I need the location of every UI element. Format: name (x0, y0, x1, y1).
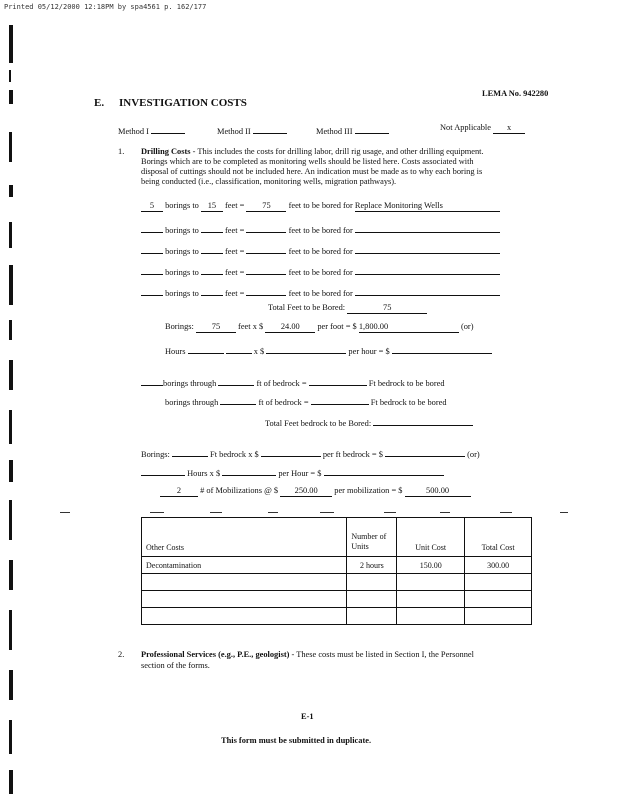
table-cell (347, 608, 397, 625)
boring-row-5: borings to feet = feet to be bored for (141, 285, 500, 298)
footer-note: This form must be submitted in duplicate. (221, 736, 372, 745)
table-cell (465, 574, 532, 591)
table-cell: 300.00 (465, 557, 532, 574)
table-cell: Decontamination (142, 557, 347, 574)
table-header: Total Cost (465, 518, 532, 557)
item1-line3: disposal of cuttings should not be included here. An indication must be made as to why each boring is (141, 167, 483, 176)
section-title: INVESTIGATION COSTS (119, 97, 247, 109)
table-cell (347, 591, 397, 608)
item2-number: 2. (118, 650, 125, 659)
table-header-row (142, 518, 532, 557)
table-cell (465, 591, 532, 608)
table-cell (397, 591, 465, 608)
table-row (142, 557, 532, 574)
item1-line2: Borings which are to be completed as monitoring wells should be listed here. Costs associated with (141, 157, 474, 166)
item1-number: 1. (118, 147, 125, 156)
table-cell (397, 574, 465, 591)
table-cell (142, 608, 347, 625)
table-cell: 150.00 (397, 557, 465, 574)
table-row (142, 574, 532, 591)
hours-cost-line: Hours x $ per hour = $ (165, 343, 492, 356)
bedrock-row-2: borings through ft of bedrock = Ft bedrock to be bored (165, 394, 447, 407)
method-3: Method III (316, 123, 389, 136)
other-costs-table (141, 517, 532, 625)
table-header: Unit Cost (397, 518, 465, 557)
boring-row-4: borings to feet = feet to be bored for (141, 264, 500, 277)
table-header: Other Costs (142, 518, 347, 557)
item1-line1: Drilling Costs - This includes the costs for drilling labor, drill rig usage, and other drilling equipment. (141, 147, 484, 156)
table-cell (397, 608, 465, 625)
method-2: Method II (217, 123, 287, 136)
page-number: E-1 (301, 712, 314, 721)
borings-cost-line: Borings: 75 feet x $ 24.00 per foot = $ 1,800.00 (or) (165, 322, 474, 331)
boring-row-3: borings to feet = feet to be bored for (141, 243, 500, 256)
table-header: Number of Units (347, 518, 397, 557)
mobilization-line: 2 # of Mobilizations @ $ 250.00 per mobilization = $ 500.00 (160, 486, 471, 497)
table-cell (347, 574, 397, 591)
total-bedrock-bored: Total Feet bedrock to be Bored: (265, 415, 473, 428)
bedrock-hours-line: Hours x $ per Hour = $ (141, 465, 444, 478)
method-not-applicable: Not Applicable x (440, 123, 525, 134)
table-row (142, 608, 532, 625)
section-letter: E. (94, 97, 105, 109)
boring-row-1: 5 borings to 15 feet = 75 feet to be bored for Replace Monitoring Wells (141, 201, 500, 212)
item1-line4: being conducted (i.e., classification, monitoring wells, migration pathways). (141, 177, 397, 186)
table-cell: 2 hours (347, 557, 397, 574)
fax-header: Printed 05/12/2000 12:18PM by spa4561 p. 162/177 (4, 3, 207, 11)
scan-edge-marks (9, 20, 17, 796)
lema-number: LEMA No. 942280 (482, 89, 549, 98)
boring-row-2: borings to feet = feet to be bored for (141, 222, 500, 235)
item2-line1: Professional Services (e.g., P.E., geologist) - These costs must be listed in Section I, the Personnel (141, 650, 474, 659)
table-cell (142, 574, 347, 591)
item2-line2: section of the forms. (141, 661, 210, 670)
table-cell (142, 591, 347, 608)
bedrock-cost-line: Borings: Ft bedrock x $ per ft bedrock = $ (or) (141, 446, 480, 459)
method-1: Method I (118, 123, 185, 136)
table-cell (465, 608, 532, 625)
total-feet-bored: Total Feet to be Bored: 75 (268, 303, 427, 314)
table-row (142, 591, 532, 608)
bedrock-row-1: borings through ft of bedrock = Ft bedrock to be bored (141, 375, 445, 388)
